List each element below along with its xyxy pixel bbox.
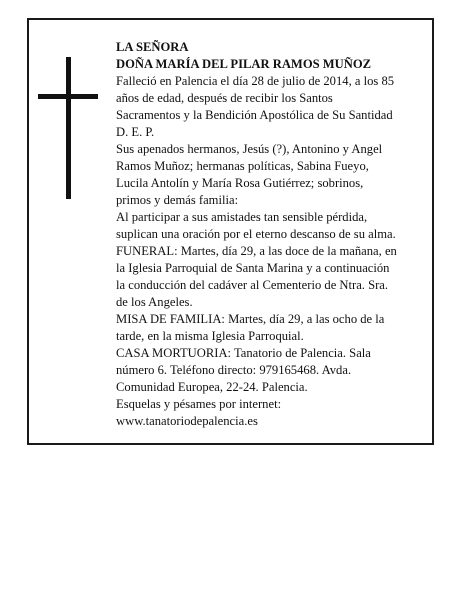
notice-line: primos y demás familia:	[116, 193, 239, 207]
funeral-home-line: CASA MORTUORIA: Tanatorio de Palencia. Sala	[116, 346, 371, 360]
deceased-name: DOÑA MARÍA DEL PILAR RAMOS MUÑOZ	[116, 57, 372, 71]
obituary-notice	[27, 18, 434, 445]
notice-line: años de edad, después de recibir los Santos	[116, 91, 333, 105]
notice-line: D. E. P.	[116, 125, 155, 139]
funeral-home-line: Comunidad Europea, 22-24. Palencia.	[116, 380, 308, 394]
notice-line: Sus apenados hermanos, Jesús (?), Antonino y Angel	[116, 142, 383, 156]
funeral-line: FUNERAL: Martes, día 29, a las doce de la mañana, en	[116, 244, 397, 258]
notice-line: suplican una oración por el eterno descanso de su alma.	[116, 227, 396, 241]
notice-line: Al participar a sus amistades tan sensible pérdida,	[116, 210, 368, 224]
funeral-line: de los Angeles.	[116, 295, 193, 309]
cross-horizontal-bar	[38, 94, 98, 99]
funeral-line: la conducción del cadáver al Cementerio de Ntra. Sra.	[116, 278, 389, 292]
notice-line: Sacramentos y la Bendición Apostólica de Su Santidad	[116, 108, 393, 122]
notice-line: Ramos Muñoz; hermanas políticas, Sabina Fueyo,	[116, 159, 369, 173]
notice-line: Falleció en Palencia el día 28 de julio de 2014, a los 85	[116, 74, 395, 88]
family-mass-line: tarde, en la misma Iglesia Parroquial.	[116, 329, 304, 343]
funeral-line: la Iglesia Parroquial de Santa Marina y a continuación	[116, 261, 390, 275]
cross-vertical-bar	[66, 57, 71, 199]
notice-line: Lucila Antolín y María Rosa Gutiérrez; sobrinos,	[116, 176, 364, 190]
notice-text	[116, 39, 424, 430]
website-link[interactable]: www.tanatoriodepalencia.es	[116, 414, 258, 428]
notice-heading: LA SEÑORA	[116, 40, 189, 54]
funeral-home-line: número 6. Teléfono directo: 979165468. Avda.	[116, 363, 352, 377]
family-mass-line: MISA DE FAMILIA: Martes, día 29, a las ocho de la	[116, 312, 385, 326]
condolences-line: Esquelas y pésames por internet:	[116, 397, 282, 411]
latin-cross-icon	[38, 57, 98, 199]
